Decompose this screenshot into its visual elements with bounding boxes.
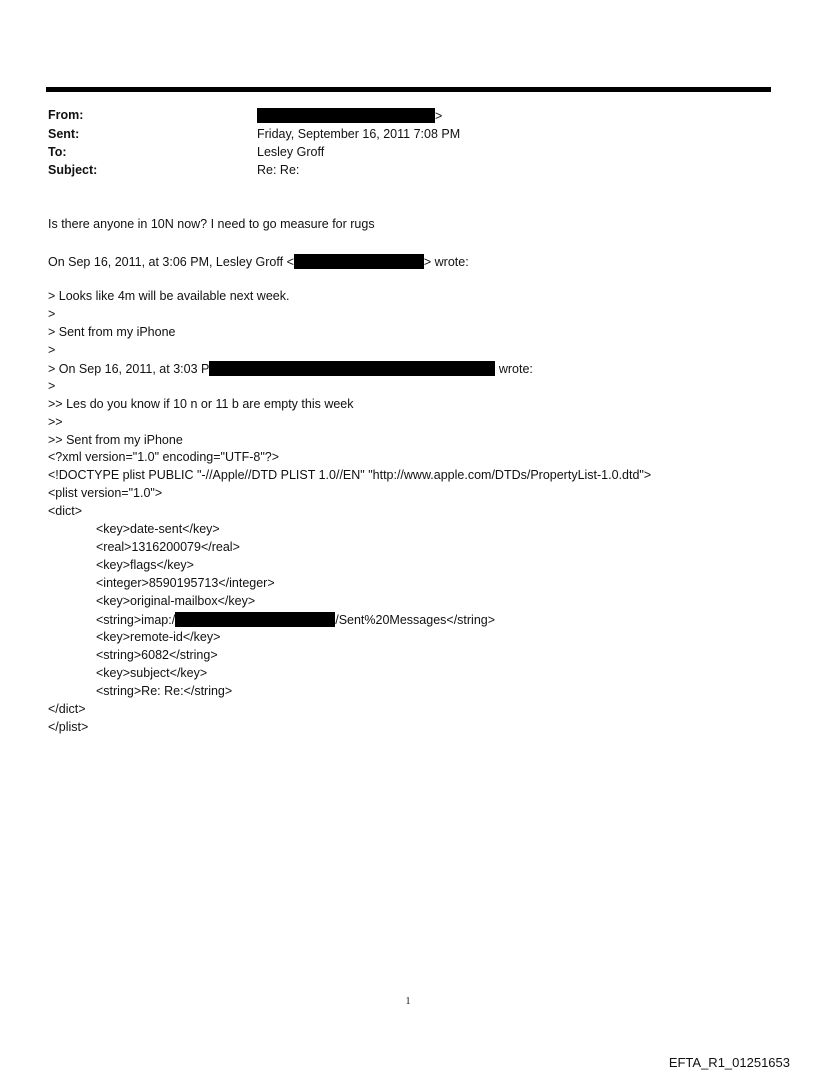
quoted-line: >> Sent from my iPhone — [48, 433, 183, 447]
plist-line: <dict> — [48, 504, 83, 518]
plist-line: <real>1316200079</real> — [96, 540, 240, 554]
quoted-line: > Sent from my iPhone — [48, 325, 176, 339]
plist-line: <key>flags</key> — [96, 558, 194, 572]
redaction-block — [209, 361, 495, 376]
plist-line: <!DOCTYPE plist PUBLIC "-//Apple//DTD PLIST 1.0//EN" "http://www.apple.com/DTDs/PropertyList-1.0.dtd"> — [48, 468, 652, 482]
plist-line: <key>original-mailbox</key> — [96, 594, 256, 608]
plist-line: <?xml version="1.0" encoding="UTF-8"?> — [48, 450, 280, 464]
quoted-text: > On Sep 16, 2011, at 3:03 P — [48, 362, 210, 376]
quoted-line — [48, 361, 533, 376]
quote-intro — [48, 254, 469, 269]
plist-line: <plist version="1.0"> — [48, 486, 163, 500]
plist-line — [96, 612, 495, 627]
sent-value: Friday, September 16, 2011 7:08 PM — [257, 127, 461, 141]
plist-line: <key>remote-id</key> — [96, 630, 221, 644]
subject-label: Subject: — [48, 163, 98, 177]
quote-intro-text: On Sep 16, 2011, at 3:06 PM, Lesley Groff < — [48, 255, 294, 269]
plist-line: <string>Re: Re:</string> — [96, 684, 233, 698]
quoted-line: > — [48, 343, 56, 357]
plist-line: <integer>8590195713</integer> — [96, 576, 275, 590]
from-value — [257, 108, 442, 123]
page-number: 1 — [405, 996, 411, 1007]
quoted-line: > — [48, 379, 56, 393]
redaction-block — [294, 254, 424, 269]
quoted-text: wrote: — [495, 362, 533, 376]
quoted-line: > — [48, 307, 56, 321]
quoted-line: >> — [48, 415, 63, 429]
body-line: Is there anyone in 10N now? I need to go measure for rugs — [48, 217, 375, 231]
plist-line: <key>date-sent</key> — [96, 522, 220, 536]
from-label: From: — [48, 108, 84, 122]
redaction-block — [175, 612, 335, 627]
plist-text: /Sent%20Messages</string> — [335, 613, 496, 627]
to-value: Lesley Groff — [257, 145, 325, 159]
quoted-line: >> Les do you know if 10 n or 11 b are empty this week — [48, 397, 354, 411]
subject-value: Re: Re: — [257, 163, 300, 177]
quote-intro-end: > wrote: — [423, 255, 469, 269]
quoted-line: > Looks like 4m will be available next week. — [48, 289, 290, 303]
header-rule — [46, 87, 771, 92]
plist-line: <string>6082</string> — [96, 648, 218, 662]
sent-label: Sent: — [48, 127, 80, 141]
bates-number: EFTA_R1_01251653 — [668, 1055, 790, 1070]
to-label: To: — [48, 145, 67, 159]
plist-line: <key>subject</key> — [96, 666, 208, 680]
redaction-block — [257, 108, 435, 123]
plist-line: </plist> — [48, 720, 89, 734]
from-suffix: > — [435, 109, 443, 123]
plist-line: </dict> — [48, 702, 86, 716]
plist-text: <string>imap:/ — [96, 613, 176, 627]
